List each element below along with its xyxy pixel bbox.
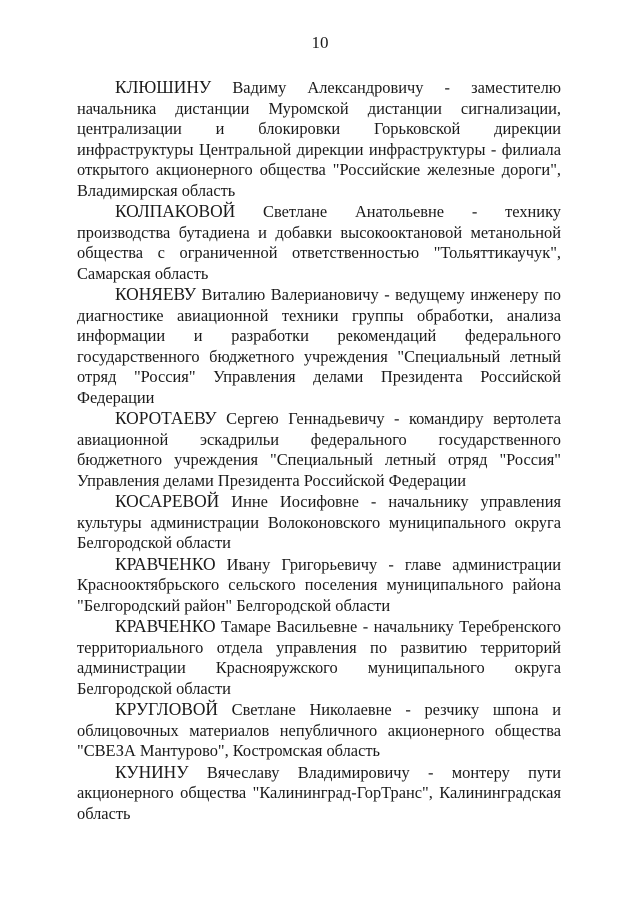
entry-surname: КОСАРЕВОЙ bbox=[115, 491, 220, 511]
entry-text: Светлане Анатольевне - технику производства бутадиена и добавки высокооктановой метанольной общества с ограниченной ответственностью "Тольяттикаучук", Самарская область bbox=[77, 202, 561, 283]
entry-surname: КЛЮШИНУ bbox=[115, 77, 212, 97]
entry-text: Вадиму Александровичу - заместителю начальника дистанции Муромской дистанции сигнализации, централизации и блокировки Горьковской дирекции инфраструктуры Центральной дирекции инфраструктуры - филиала открытого акционерного общества "Российские железные дороги", Владимирская область bbox=[77, 78, 561, 200]
list-item bbox=[77, 699, 561, 762]
entry-surname: КОНЯЕВУ bbox=[115, 284, 197, 304]
list-item bbox=[77, 77, 561, 201]
entry-text: Инне Иосифовне - начальнику управления культуры администрации Волоконовского муниципального округа Белгородской области bbox=[77, 492, 561, 552]
entry-surname: КОРОТАЕВУ bbox=[115, 408, 217, 428]
entry-text: Виталию Валериановичу - ведущему инженеру по диагностике авиационной техники группы обработки, анализа информации и разработки рекомендаций федерального государственного бюджетного учреждения "Специальный летный отряд "Россия" Управления делами Президента Российской Федерации bbox=[77, 285, 561, 407]
entry-surname: КОЛПАКОВОЙ bbox=[115, 201, 236, 221]
list-item bbox=[77, 554, 561, 617]
page-number: 10 bbox=[311, 33, 329, 52]
entry-text: Ивану Григорьевичу - главе администрации Краснооктябрьского сельского поселения муниципального района "Белгородский район" Белгородской области bbox=[77, 554, 561, 615]
list-item bbox=[77, 408, 561, 491]
entry-text: Сергею Геннадьевичу - командиру вертолета авиационной эскадрильи федерального государственного бюджетного учреждения "Специальный летный отряд "Россия" Управления делами Президента Российской Федерации bbox=[77, 409, 561, 490]
list-item bbox=[77, 284, 561, 408]
list-item bbox=[77, 616, 561, 699]
entry-surname: КРАВЧЕНКО bbox=[115, 616, 216, 636]
list-item bbox=[77, 201, 561, 284]
entry-surname: КРУГЛОВОЙ bbox=[115, 699, 218, 719]
list-item bbox=[77, 491, 561, 554]
entry-surname: КУНИНУ bbox=[115, 761, 189, 782]
award-list bbox=[77, 77, 561, 824]
list-item bbox=[77, 762, 561, 825]
entry-text: Светлане Николаевне - резчику шпона и облицовочных материалов непубличного акционерного общества "СВЕЗА Мантурово", Костромская область bbox=[77, 700, 561, 760]
entry-text: Вячеславу Владимировичу - монтеру пути акционерного общества "Калининград-ГорТранс", Калининградская область bbox=[77, 762, 561, 823]
entry-text: Тамаре Васильевне - начальнику Теребренского территориального отдела управления по развитию территорий администрации Краснояружского муниципального округа Белгородской области bbox=[77, 617, 561, 698]
entry-surname: КРАВЧЕНКО bbox=[115, 553, 216, 574]
